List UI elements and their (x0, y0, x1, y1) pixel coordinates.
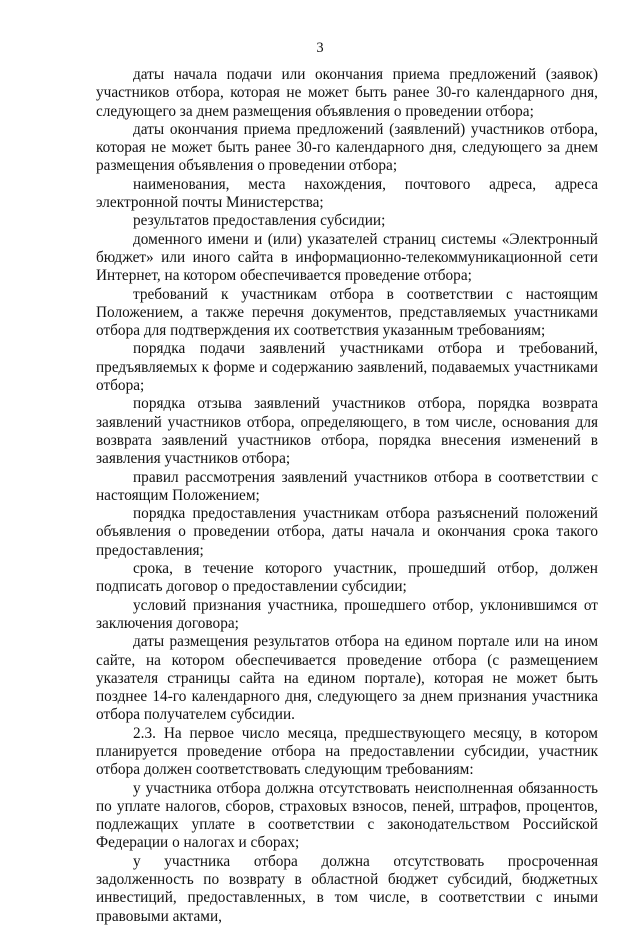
paragraph-15: у участника отбора должна отсутствовать неисполненная обязанность по уплате налогов, сборов, страховых взносов, пеней, штрафов, процентов, подлежащих уплате в соответствии с законодательством Российской Федерации о налогах и сборах; (96, 779, 598, 852)
paragraph-6: требований к участникам отбора в соответствии с настоящим Положением, а также перечня документов, представляемых участниками отбора для подтверждения их соответствия указанным требованиям; (96, 285, 598, 340)
paragraph-8: порядка отзыва заявлений участников отбора, порядка возврата заявлений участников отбора, определяющего, в том числе, основания для возврата заявлений участников отбора, порядка внесения изменений в заявления участников отбора; (96, 395, 598, 468)
page-number: 3 (316, 40, 324, 56)
paragraph-2: даты окончания приема предложений (заявлений) участников отбора, которая не может быть ранее 30-го календарного дня, следующего за днем размещения объявления о проведении отбора; (96, 120, 598, 175)
paragraph-10: порядка предоставления участникам отбора разъяснений положений объявления о проведении отбора, даты начала и окончания срока такого предоставления; (96, 505, 598, 559)
paragraph-3: наименования, места нахождения, почтового адреса, адреса электронной почты Министерства; (96, 175, 598, 212)
body-text (96, 66, 598, 926)
paragraph-11: срока, в течение которого участник, прошедший отбор, должен подписать договор о предоставлении субсидии; (96, 560, 598, 596)
paragraph-1: даты начала подачи или окончания приема предложений (заявок) участников отбора, которая не может быть ранее 30-го календарного дня, следующего за днем размещения объявления о проведении отбора; (96, 66, 598, 120)
paragraph-14: 2.3. На первое число месяца, предшествующего месяцу, в котором планируется проведение отбора на предоставлении субсидии, участник отбора должен соответствовать следующим требованиям: (96, 724, 598, 779)
paragraph-16: у участника отбора должна отсутствовать просроченная задолженность по возврату в областной бюджет субсидий, бюджетных инвестиций, предоставленных, в том числе, в соответствии с иными правовыми актами, (96, 852, 598, 925)
paragraph-5: доменного имени и (или) указателей страниц системы «Электронный бюджет» или иного сайта в информационно-телекоммуникационной сети Интернет, на котором обеспечивается проведение отбора; (96, 230, 598, 285)
paragraph-4: результатов предоставления субсидии; (133, 212, 386, 230)
paragraph-13: даты размещения результатов отбора на едином портале или на ином сайте, на котором обеспечивается проведение отбора (с размещением указателя страницы сайта на едином портале), которая не может быть позднее 14-го календарного дня, следующего за днем признания участника отбора получателем субсидии. (96, 633, 598, 724)
paragraph-12: условий признания участника, прошедшего отбор, уклонившимся от заключения договора; (96, 596, 598, 632)
paragraph-9: правил рассмотрения заявлений участников отбора в соответствии с настоящим Положением; (96, 468, 598, 504)
paragraph-7: порядка подачи заявлений участниками отбора и требований, предъявляемых к форме и содержанию заявлений, подаваемых участниками отбора; (96, 340, 598, 395)
